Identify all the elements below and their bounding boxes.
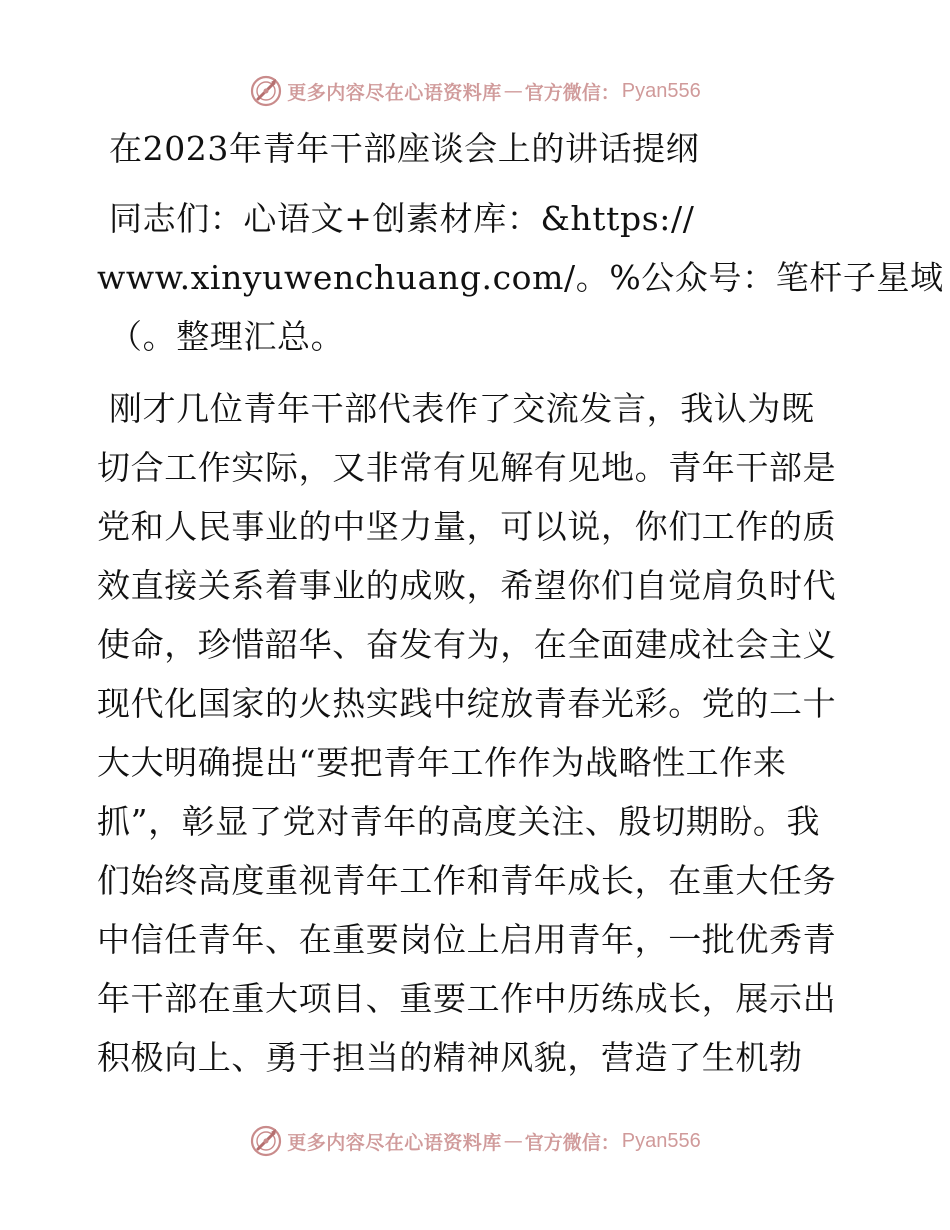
body-line: 大大明确提出“要把青年工作作为战略性工作来	[97, 743, 787, 782]
body-line: 抓”，彰显了党对青年的高度关注、殷切期盼。我	[97, 802, 821, 841]
header-watermark-banner	[0, 71, 950, 111]
body-line: 使命，珍惜韶华、奋发有为，在全面建成社会主义	[97, 625, 837, 664]
watermark-official-label: 官方微信：	[524, 1131, 620, 1154]
body-paragraph	[97, 379, 857, 1087]
body-line: 党和人民事业的中坚力量，可以说，你们工作的质	[97, 507, 837, 546]
watermark-site-text: 更多内容尽在心语资料库	[287, 1131, 502, 1154]
intro-line: （。整理汇总。	[109, 317, 345, 356]
document-title: 在2023年青年干部座谈会上的讲话提纲	[109, 129, 700, 168]
intro-paragraph	[97, 189, 944, 366]
watermark-wechat-id: Pyan556	[621, 1129, 701, 1152]
watermark-separator: —	[503, 80, 523, 102]
body-line: 中信任青年、在重要岗位上启用青年，一批优秀青	[97, 920, 837, 959]
watermark-site-text: 更多内容尽在心语资料库	[287, 81, 502, 104]
body-line: 积极向上、勇于担当的精神风貌，营造了生机勃	[97, 1038, 803, 1077]
body-line: 效直接关系着事业的成败，希望你们自觉肩负时代	[97, 566, 837, 605]
intro-line: www.xinyuwenchuang.com/。%公众号：笔杆子星域	[97, 258, 944, 297]
footer-watermark-banner	[0, 1121, 950, 1161]
body-line: 刚才几位青年干部代表作了交流发言，我认为既	[109, 389, 815, 428]
seal-logo-icon	[249, 1124, 283, 1158]
body-line: 年干部在重大项目、重要工作中历练成长，展示出	[97, 979, 837, 1018]
watermark-wechat-id: Pyan556	[621, 79, 701, 102]
intro-line: 同志们：心语文+创素材库：&https://	[109, 199, 695, 238]
body-line: 们始终高度重视青年工作和青年成长，在重大任务	[97, 861, 837, 900]
body-line: 切合工作实际，又非常有见解有见地。青年干部是	[97, 448, 837, 487]
watermark-official-label: 官方微信：	[524, 81, 620, 104]
body-line: 现代化国家的火热实践中绽放青春光彩。党的二十	[97, 684, 837, 723]
watermark-separator: —	[503, 1130, 523, 1152]
seal-logo-icon	[249, 74, 283, 108]
